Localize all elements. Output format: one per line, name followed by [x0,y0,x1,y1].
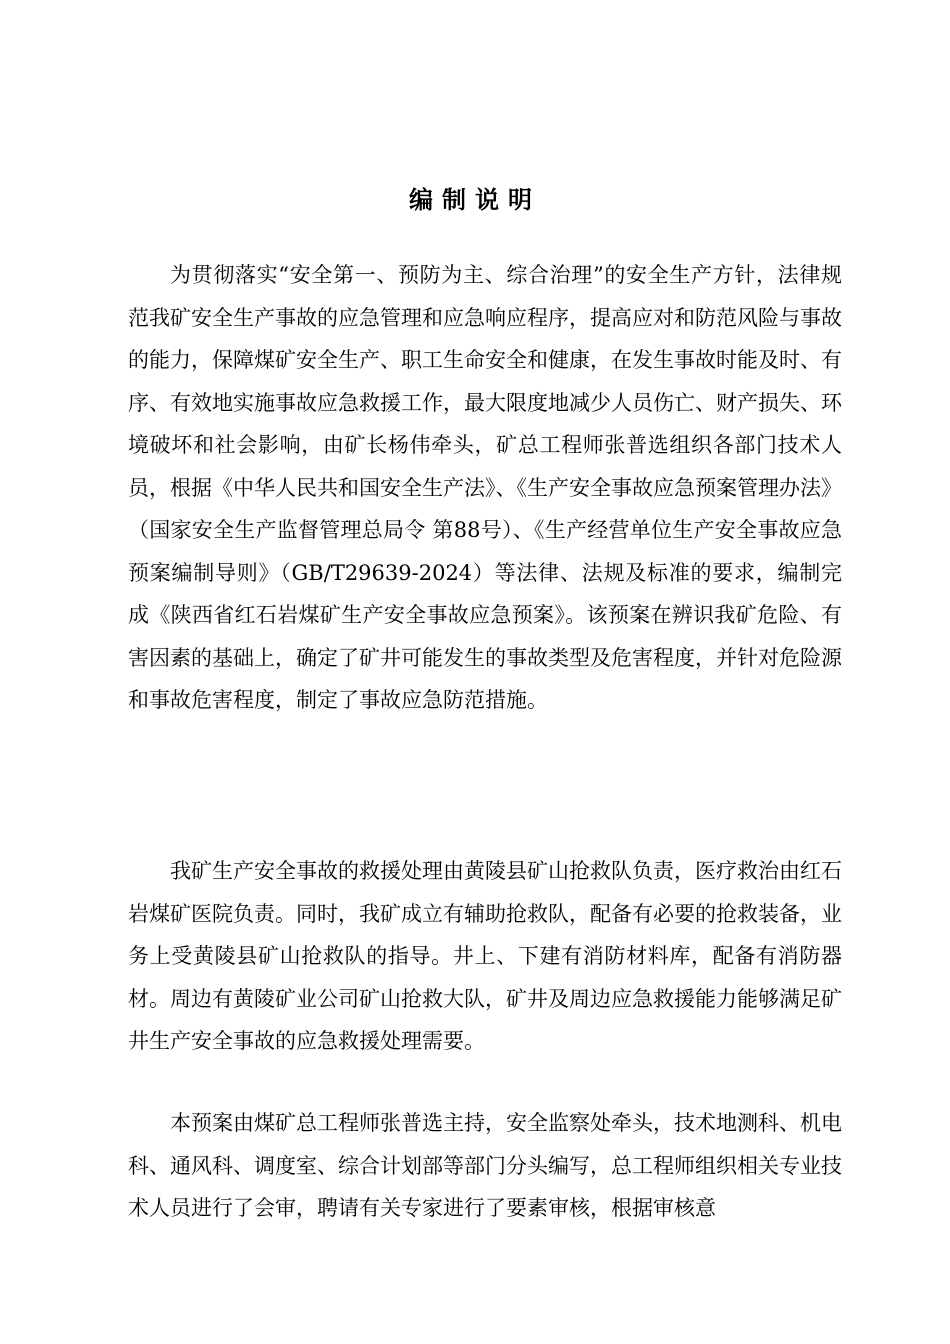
paragraph-authorship: 本预案由煤矿总工程师张普选主持，安全监察处牵头，技术地测科、机电科、通风科、调度室、综合计划部等部门分头编写，总工程师组织相关专业技术人员进行了会审，聘请有关专家进行了要素审核，根据审核意 [128,1111,842,1220]
paragraph-purpose: 为贯彻落实“安全第一、预防为主、综合治理”的安全生产方针，法律规范我矿安全生产事故的应急管理和应急响应程序，提高应对和防范风险与事故的能力，保障煤矿安全生产、职工生命安全和健康，在发生事故时能及时、有序、有效地实施事故应急救援工作，最大限度地减少人员伤亡、财产损失、环境破坏和社会影响，由矿长杨伟牵头，矿总工程师张普选组织各部门技术人员，根据《中华人民共和国安全生产法》、《生产安全事故应急预案管理办法》（国家安全生产监督管理总局令 第88号）、《生产经营单位生产安全事故应急预案编制导则》（GB/T29639-2024）等法律、法规及标准的要求，编制完成《陕西省红石岩煤矿生产安全事故应急预案》。该预案在辨识我矿危险、有害因素的基础上，确定了矿井可能发生的事故类型及危害程度，并针对危险源和事故危害程度，制定了事故应急防范措施。 [128,263,842,712]
page-title: 编制说明 [409,186,541,214]
paragraph-rescue: 我矿生产安全事故的救援处理由黄陵县矿山抢救队负责，医疗救治由红石岩煤矿医院负责。同时，我矿成立有辅助抢救队，配备有必要的抢救装备，业务上受黄陵县矿山抢救队的指导。井上、下建有消防材料库，配备有消防器材。周边有黄陵矿业公司矿山抢救大队，矿井及周边应急救援能力能够满足矿井生产安全事故的应急救援处理需要。 [128,859,842,1053]
